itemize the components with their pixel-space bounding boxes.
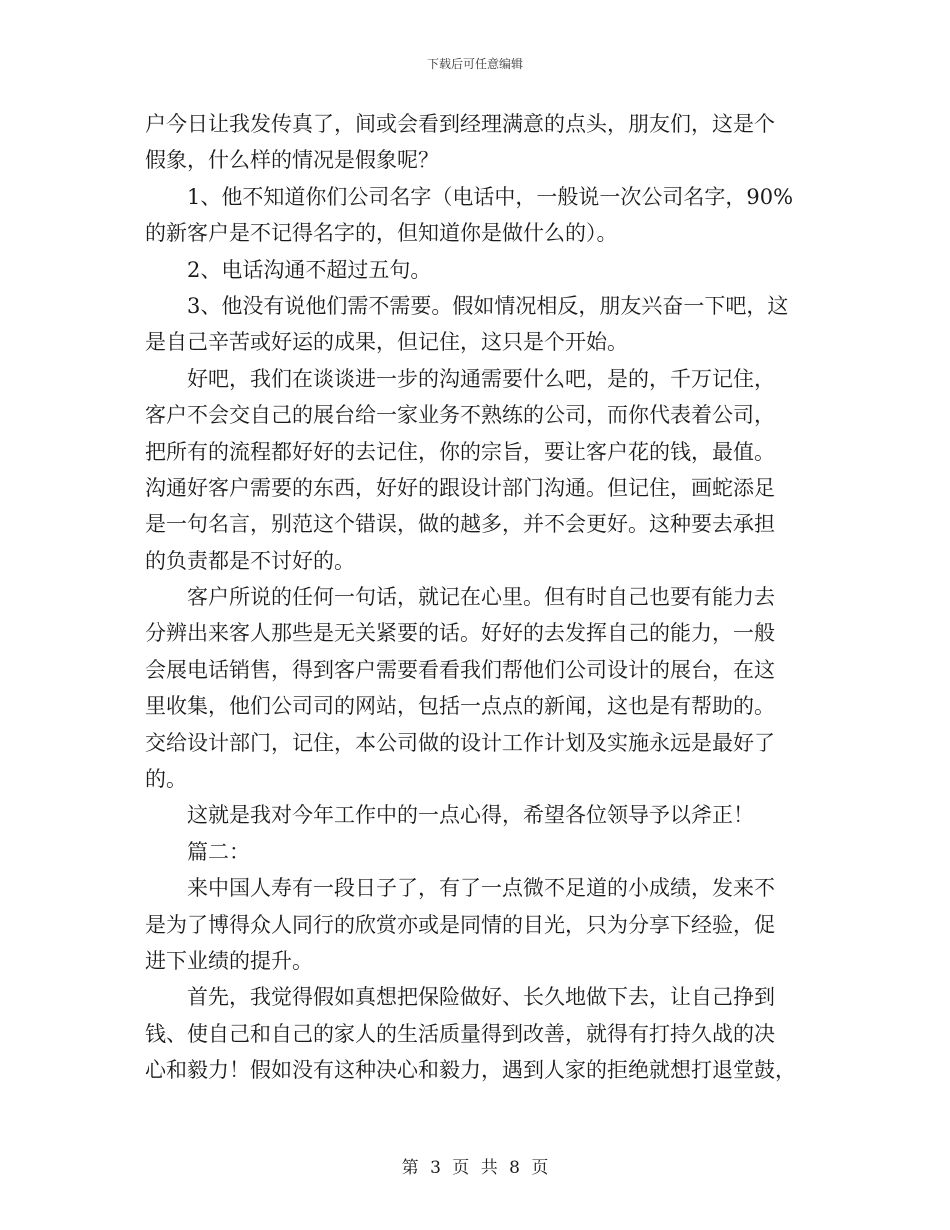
text-line: 心和毅力！假如没有这种决心和毅力，遇到人家的拒绝就想打退堂鼓， — [145, 1058, 796, 1083]
text-line: 会展电话销售，得到客户需要看看我们帮他们公司设计的展台，在这 — [145, 657, 775, 682]
page-header: 下载后可任意编辑 — [426, 57, 523, 71]
text-line: 好吧，我们在谈谈进一步的沟通需要什么吧，是的，千万记住， — [187, 366, 775, 391]
text-line: 1、他不知道你们公司名字（电话中，一般说一次公司名字，90% — [187, 184, 794, 209]
text-line: 客户不会交自己的展台给一家业务不熟练的公司，而你代表着公司， — [145, 403, 775, 428]
text-line: 是一句名言，别范这个错误，做的越多，并不会更好。这种要去承担 — [145, 512, 775, 537]
text-line: 是自己辛苦或好运的成果，但记住，这只是个开始。 — [145, 330, 628, 355]
text-line: 分辨出来客人那些是无关紧要的话。好好的去发挥自己的能力，一般 — [145, 621, 775, 646]
text-line: 的。 — [145, 767, 187, 792]
text-line: 3、他没有说他们需不需要。假如情况相反，朋友兴奋一下吧，这 — [187, 293, 789, 318]
text-line: 假象，什么样的情况是假象呢？ — [145, 148, 439, 173]
text-line: 把所有的流程都好好的去记住，你的宗旨，要让客户花的钱，最值。 — [145, 439, 775, 464]
text-line: 客户所说的任何一句话，就记在心里。但有时自己也要有能力去 — [187, 585, 775, 610]
text-line: 的负责都是不讨好的。 — [145, 548, 355, 573]
text-line: 户今日让我发传真了，间或会看到经理满意的点头，朋友们，这是个 — [145, 112, 775, 136]
text-line: 沟通好客户需要的东西，好好的跟设计部门沟通。但记住，画蛇添足 — [145, 475, 775, 500]
document-body — [145, 106, 813, 1089]
text-line: 进下业绩的提升。 — [145, 948, 313, 973]
text-line: 这就是我对今年工作中的一点心得，希望各位领导予以斧正！ — [187, 803, 754, 828]
text-line: 是为了博得众人同行的欣赏亦或是同情的目光，只为分享下经验，促 — [145, 912, 775, 937]
text-line: 2、电话沟通不超过五句。 — [187, 257, 432, 282]
text-line: 的新客户是不记得名字的，但知道你是做什么的）。 — [145, 221, 618, 246]
text-line: 里收集，他们公司司的网站，包括一点点的新闻，这也是有帮助的。 — [145, 694, 775, 719]
text-line: 交给设计部门，记住，本公司做的设计工作计划及实施永远是最好了 — [145, 730, 775, 755]
text-line: 篇二： — [187, 839, 250, 864]
text-line: 钱、使自己和自己的家人的生活质量得到改善，就得有打持久战的决 — [145, 1021, 775, 1046]
text-line: 首先，我觉得假如真想把保险做好、长久地做下去，让自己挣到 — [187, 985, 775, 1010]
page-footer: 第 3 页 共 8 页 — [401, 1158, 549, 1178]
text-line: 来中国人寿有一段日子了，有了一点微不足道的小成绩，发来不 — [187, 876, 775, 901]
